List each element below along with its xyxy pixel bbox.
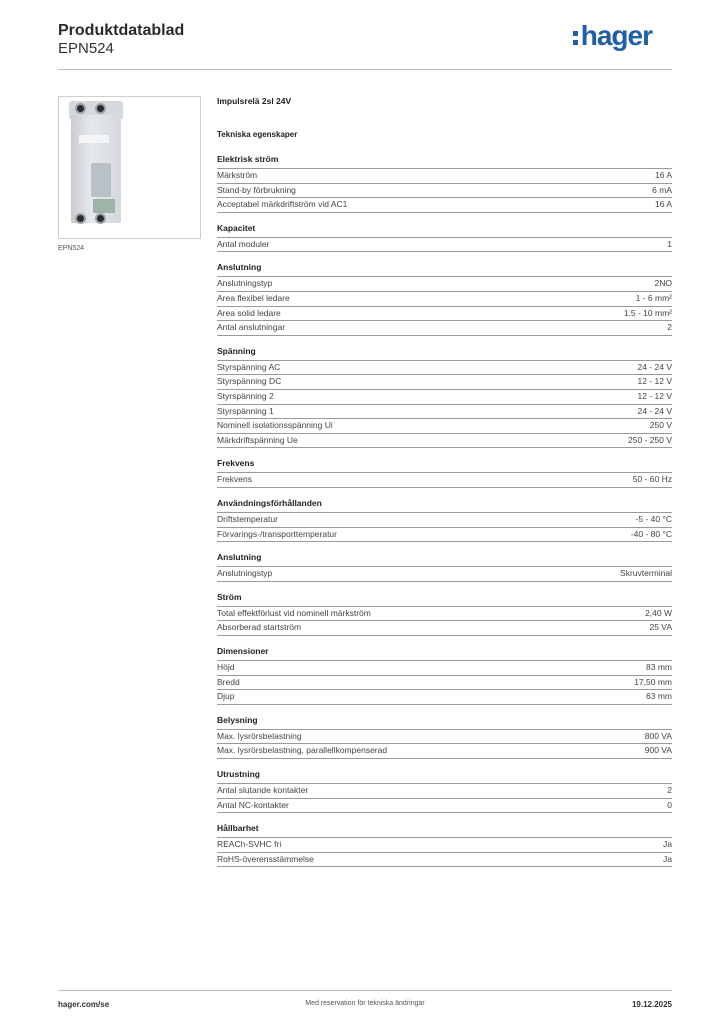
spec-label: REACh-SVHC fri	[217, 839, 282, 850]
spec-label: Förvarings-/transporttemperatur	[217, 528, 337, 539]
spec-row	[217, 472, 672, 486]
spec-value: 1 - 6 mm²	[635, 293, 672, 303]
spec-value: 250 - 250 V	[628, 434, 672, 445]
spec-row	[217, 852, 672, 866]
spec-label: Driftstemperatur	[217, 514, 278, 524]
spec-label: Märkström	[217, 170, 258, 180]
spec-value: 250 V	[649, 420, 672, 431]
spec-row	[217, 306, 672, 320]
spec-row	[217, 237, 672, 251]
spec-label: Styrspänning AC	[217, 361, 281, 372]
spec-value: 2	[667, 322, 672, 333]
spec-row	[217, 404, 672, 418]
spec-row	[217, 360, 672, 374]
spec-value: 1.5 - 10 mm²	[623, 307, 672, 318]
spec-row	[217, 743, 672, 757]
spec-row	[217, 374, 672, 388]
spec-value: Ja	[663, 839, 672, 850]
spec-row	[217, 320, 672, 334]
spec-value: 900 VA	[644, 745, 672, 756]
footer-disclaimer: Med reservation för tekniska ändringar	[305, 1000, 425, 1007]
page-header	[58, 20, 672, 70]
section-divider	[217, 447, 672, 448]
spec-label: Märkdriftspänning Ue	[217, 434, 298, 445]
section-divider	[217, 251, 672, 252]
spec-row	[217, 660, 672, 674]
spec-value: Ja	[663, 853, 672, 864]
spec-row	[217, 798, 672, 812]
spec-label: Antal anslutningar	[217, 322, 286, 333]
spec-label: Max. lysrörsbelastning, parallellkompenserad	[217, 745, 388, 756]
section-title: Anslutning	[217, 552, 262, 563]
footer-website-link[interactable]: hager.com/se	[58, 1000, 110, 1009]
spec-row	[217, 276, 672, 290]
section-divider	[217, 812, 672, 813]
section-title: Kapacitet	[217, 222, 256, 233]
section-divider	[217, 541, 672, 542]
impulse-relay-device-icon	[65, 101, 127, 233]
spec-label: Djup	[217, 691, 235, 702]
spec-row	[217, 620, 672, 634]
section-title: Anslutning	[217, 262, 262, 273]
spec-value: 1	[667, 238, 672, 249]
logo-dots-icon	[573, 31, 578, 45]
spec-value: 2	[667, 785, 672, 795]
spec-row	[217, 197, 672, 211]
hager-logo	[573, 20, 652, 52]
spec-value: 0	[667, 799, 672, 810]
spec-label: Total effektförlust vid nominell märkström	[217, 607, 371, 618]
spec-label: Area flexibel ledare	[217, 293, 290, 303]
spec-value: 25 VA	[649, 622, 672, 633]
section-divider	[217, 335, 672, 336]
section-title: Ström	[217, 591, 242, 602]
spec-value: 16 A	[654, 170, 672, 180]
spec-row	[217, 606, 672, 620]
technical-properties-heading: Tekniska egenskaper	[217, 130, 298, 139]
spec-value: 2NO	[654, 278, 672, 289]
spec-row	[217, 675, 672, 689]
section-divider	[217, 866, 672, 867]
logo-text: hager	[580, 20, 652, 51]
product-image	[58, 96, 201, 239]
section-title: Belysning	[217, 714, 258, 725]
spec-label: Höjd	[217, 662, 235, 672]
spec-row	[217, 168, 672, 182]
spec-label: RoHS-överensstämmelse	[217, 853, 314, 864]
spec-value: 50 - 60 Hz	[632, 474, 672, 485]
spec-label: Acceptabel märkdriftström vid AC1	[217, 199, 348, 210]
spec-value: 12 - 12 V	[637, 391, 672, 401]
spec-row	[217, 512, 672, 526]
spec-row	[217, 291, 672, 305]
section-title: Användningsförhållanden	[217, 498, 322, 508]
spec-label: Bredd	[217, 676, 240, 687]
section-title: Hållbarhet	[217, 823, 259, 834]
spec-label: Max. lysrörsbelastning	[217, 730, 302, 741]
section-divider	[217, 581, 672, 582]
spec-value: -5 - 40 °C	[635, 514, 672, 524]
section-title: Utrustning	[217, 769, 260, 779]
spec-label: Frekvens	[217, 474, 252, 485]
spec-label: Stand-by förbrukning	[217, 184, 296, 195]
spec-label: Anslutningstyp	[217, 278, 273, 289]
spec-value: 2,40 W	[645, 607, 672, 618]
section-divider	[217, 704, 672, 705]
section-title: Elektrisk ström	[217, 154, 279, 164]
section-divider	[217, 212, 672, 213]
spec-value: 16 A	[654, 199, 672, 210]
spec-value: 6 mA	[652, 184, 672, 195]
spec-row	[217, 389, 672, 403]
section-divider	[217, 758, 672, 759]
spec-label: Styrspänning 2	[217, 391, 274, 401]
product-image-caption: EPN524	[58, 245, 85, 252]
spec-row	[217, 566, 672, 580]
spec-value: 800 VA	[644, 730, 672, 741]
spec-value: 83 mm	[646, 662, 672, 672]
spec-label: Styrspänning DC	[217, 376, 282, 387]
spec-value: Skruvterminal	[620, 568, 672, 579]
spec-label: Styrspänning 1	[217, 405, 274, 416]
spec-value: 24 - 24 V	[637, 361, 672, 372]
spec-row	[217, 183, 672, 197]
spec-row	[217, 433, 672, 447]
spec-value: -40 - 80 °C	[630, 528, 672, 539]
section-title: Frekvens	[217, 458, 255, 469]
spec-value: 12 - 12 V	[637, 376, 672, 387]
spec-label: Area solid ledare	[217, 307, 281, 318]
document-title: Produktdatablad	[58, 22, 185, 39]
spec-value: 17,50 mm	[634, 676, 672, 687]
spec-label: Absorberad startström	[217, 622, 302, 633]
spec-row	[217, 527, 672, 541]
spec-row	[217, 837, 672, 851]
spec-label: Anslutningstyp	[217, 568, 273, 579]
section-title: Dimensioner	[217, 646, 269, 656]
spec-row	[217, 783, 672, 797]
product-code: EPN524	[58, 40, 114, 57]
footer-date: 19.12.2025	[631, 1000, 672, 1009]
spec-row	[217, 729, 672, 743]
section-divider	[217, 635, 672, 636]
section-title: Spänning	[217, 345, 256, 356]
spec-row	[217, 689, 672, 703]
spec-label: Antal NC-kontakter	[217, 799, 289, 810]
spec-value: 24 - 24 V	[637, 405, 672, 416]
spec-label: Antal moduler	[217, 238, 270, 249]
spec-label: Antal slutande kontakter	[217, 785, 309, 795]
spec-value: 63 mm	[646, 691, 672, 702]
product-name: Impulsrelä 2sl 24V	[217, 96, 292, 106]
page-footer	[58, 990, 672, 1014]
spec-row	[217, 418, 672, 432]
section-divider	[217, 487, 672, 488]
spec-label: Nominell isolationsspänning Ui	[217, 420, 333, 431]
